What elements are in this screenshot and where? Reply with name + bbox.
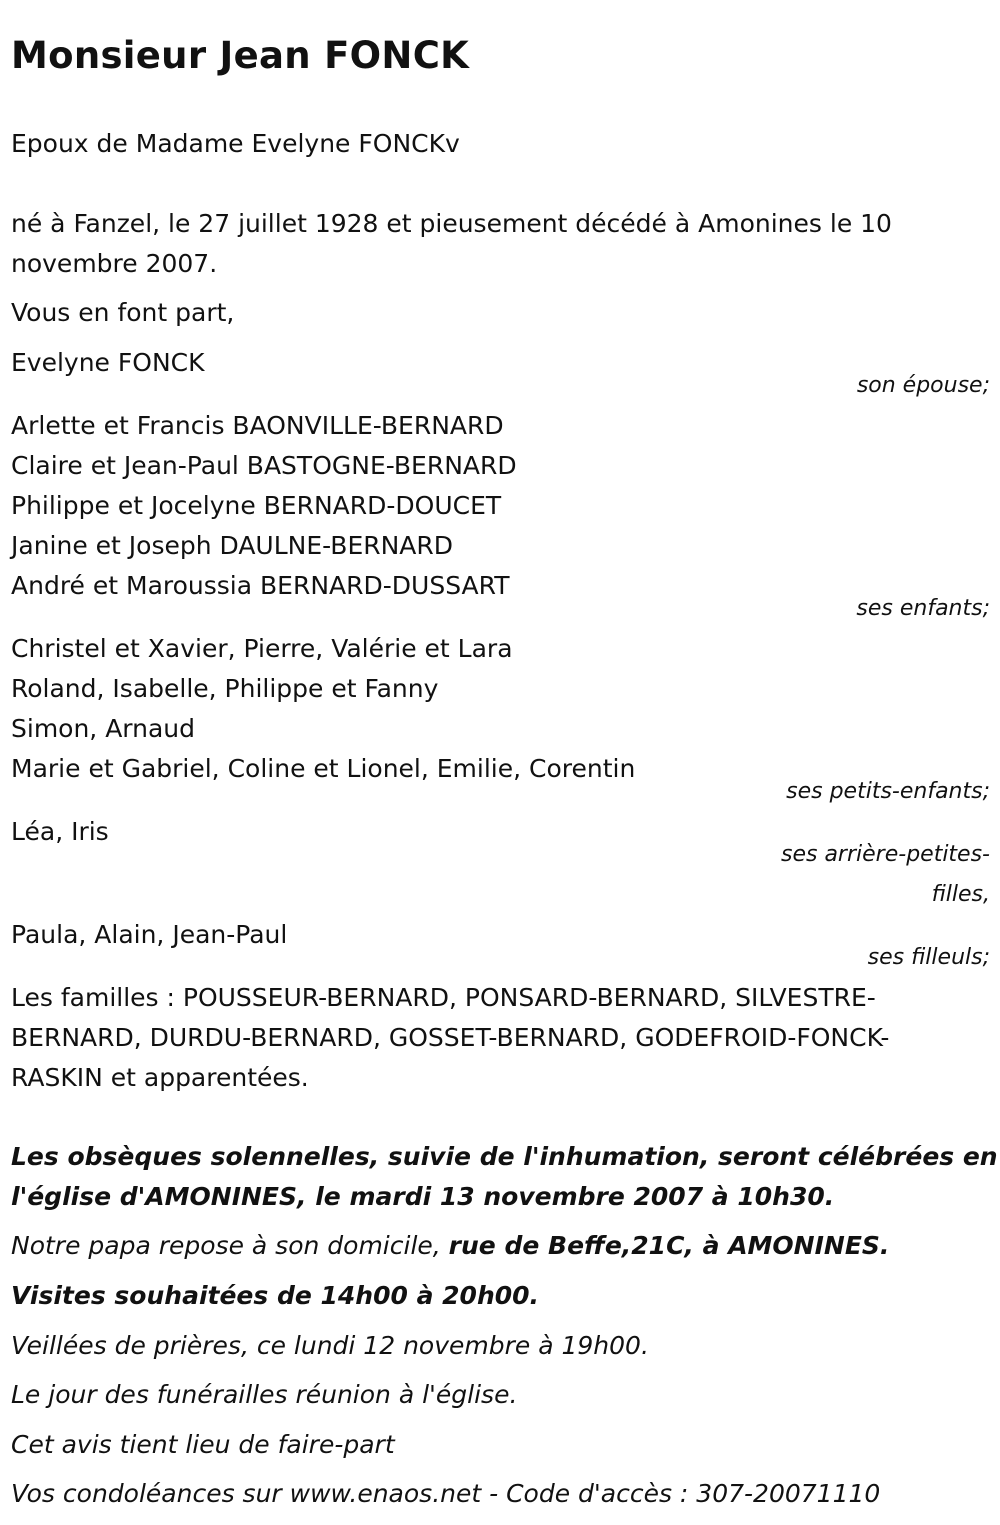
birth-death-line-1: né à Fanzel, le 27 juillet 1928 et pieusement décédé à Amonines le 10 bbox=[11, 209, 892, 238]
vigil-line: Veillées de prières, ce lundi 12 novembre à 19h00. bbox=[11, 1331, 649, 1360]
grandchild-name: Roland, Isabelle, Philippe et Fanny bbox=[11, 674, 439, 703]
families-line-3: RASKIN et apparentées. bbox=[11, 1063, 309, 1092]
rest-address: rue de Beffe,21C, à AMONINES. bbox=[448, 1231, 890, 1260]
role-children: ses enfants; bbox=[856, 596, 990, 621]
rest-line bbox=[11, 1226, 889, 1266]
child-name: Claire et Jean-Paul BASTOGNE-BERNARD bbox=[11, 451, 517, 480]
families-line-2: BERNARD, DURDU-BERNARD, GOSSET-BERNARD, GODEFROID-FONCK- bbox=[11, 1023, 890, 1052]
child-name: Arlette et Francis BAONVILLE-BERNARD bbox=[11, 411, 504, 440]
spouse-name: Evelyne FONCK bbox=[11, 348, 205, 377]
grandchild-name: Simon, Arnaud bbox=[11, 714, 196, 743]
role-spouse: son épouse; bbox=[856, 373, 990, 398]
rest-prefix: Notre papa repose à son domicile, bbox=[11, 1231, 449, 1260]
funeral-line-1: Les obsèques solennelles, suivie de l'inhumation, seront célébrées en bbox=[11, 1142, 998, 1171]
church-meeting-line: Le jour des funérailles réunion à l'église. bbox=[11, 1380, 518, 1409]
birth-death-line-2: novembre 2007. bbox=[11, 249, 218, 278]
grandchild-name: Christel et Xavier, Pierre, Valérie et Lara bbox=[11, 634, 513, 663]
funeral-line-2: l'église d'AMONINES, le mardi 13 novembre 2007 à 10h30. bbox=[11, 1182, 835, 1211]
role-great-grandchildren-2: filles, bbox=[931, 882, 990, 907]
spouse-line: Epoux de Madame Evelyne FONCKv bbox=[11, 129, 460, 158]
child-name: Janine et Joseph DAULNE-BERNARD bbox=[11, 531, 454, 560]
child-name: André et Maroussia BERNARD-DUSSART bbox=[11, 571, 510, 600]
child-name: Philippe et Jocelyne BERNARD-DOUCET bbox=[11, 491, 502, 520]
role-great-grandchildren-1: ses arrière-petites- bbox=[781, 842, 990, 867]
role-grandchildren: ses petits-enfants; bbox=[786, 779, 990, 804]
condolences-line: Vos condoléances sur www.enaos.net - Code d'accès : 307-20071110 bbox=[11, 1479, 881, 1508]
page-title: Monsieur Jean FONCK bbox=[11, 34, 470, 77]
godchild-name: Paula, Alain, Jean-Paul bbox=[11, 920, 288, 949]
notice-line: Cet avis tient lieu de faire-part bbox=[11, 1430, 395, 1459]
families-line-1: Les familles : POUSSEUR-BERNARD, PONSARD-BERNARD, SILVESTRE- bbox=[11, 983, 876, 1012]
role-godchildren: ses filleuls; bbox=[867, 945, 990, 970]
visits-line: Visites souhaitées de 14h00 à 20h00. bbox=[11, 1281, 540, 1310]
great-grandchild-name: Léa, Iris bbox=[11, 817, 109, 846]
grandchild-name: Marie et Gabriel, Coline et Lionel, Emilie, Corentin bbox=[11, 754, 636, 783]
announce-line: Vous en font part, bbox=[11, 298, 235, 327]
